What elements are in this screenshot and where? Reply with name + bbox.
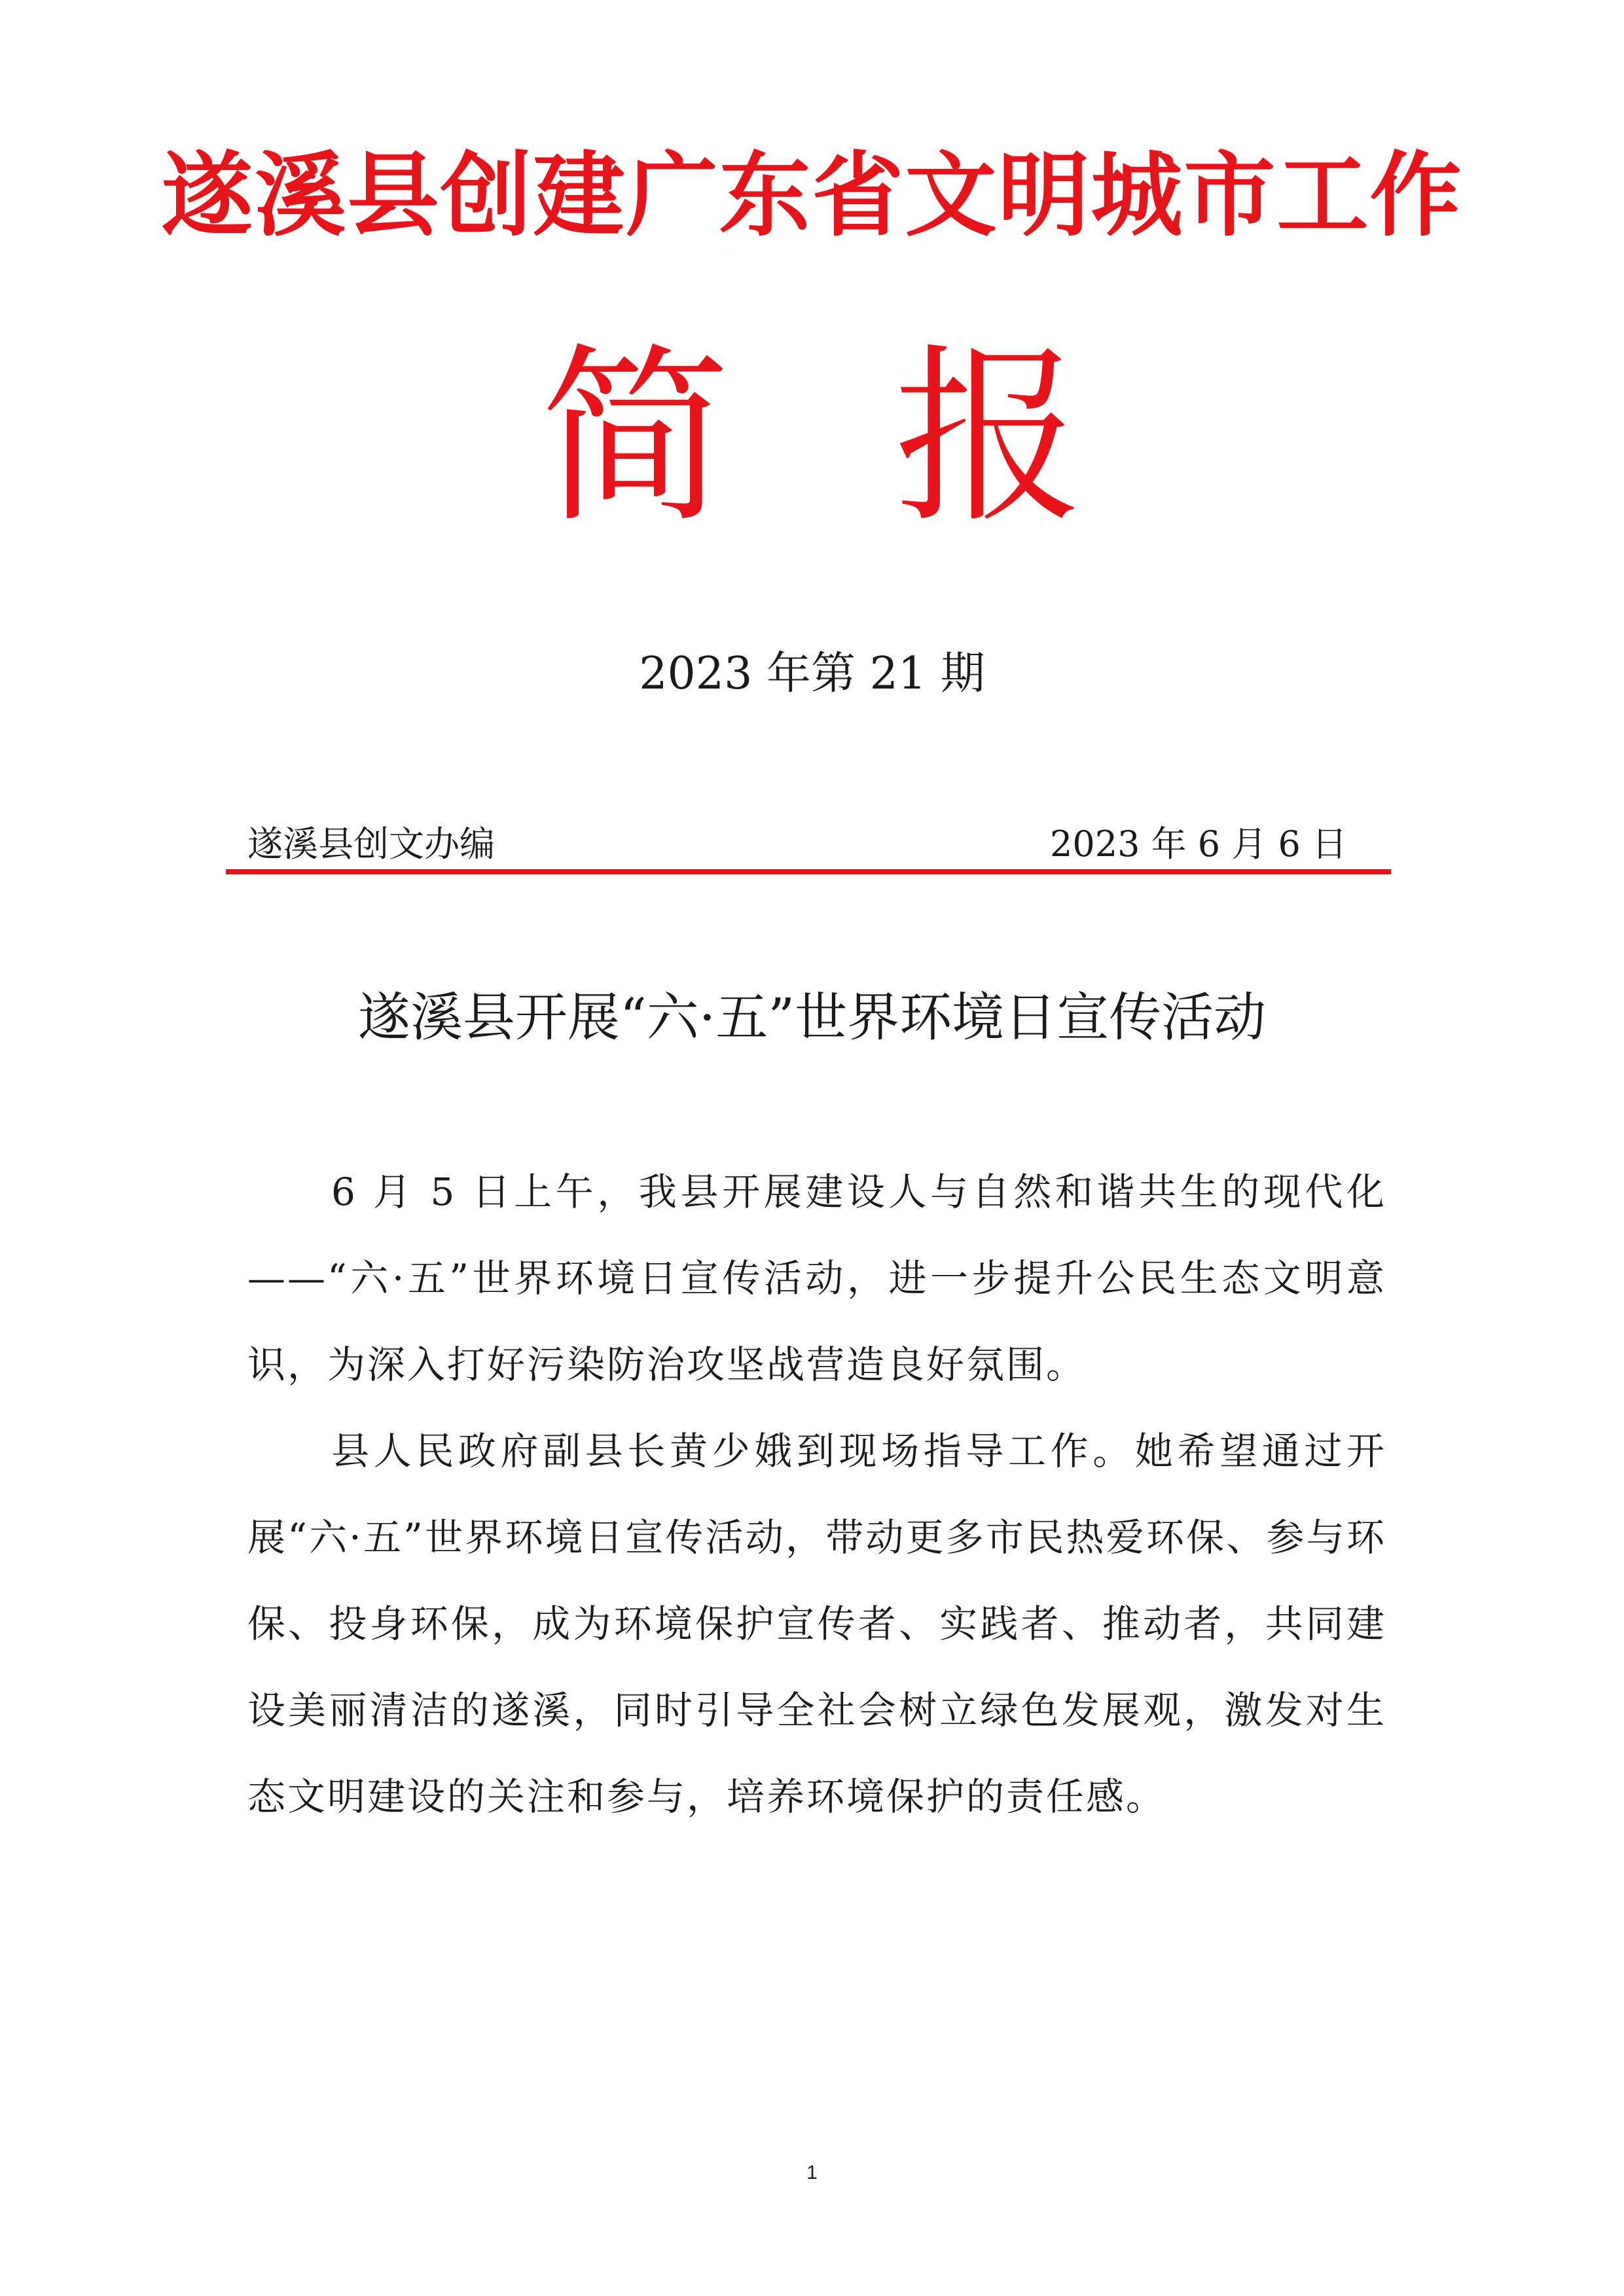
red-divider-rule [226,869,1391,874]
masthead-char-jian: 简 [540,328,731,548]
issue-date: 2023 年 6 月 6 日 [1050,823,1347,865]
masthead-briefing-heading [0,327,1624,550]
issue-number: 2023 年第 21 期 [639,648,985,700]
masthead-title: 遂溪县创建广东省文明城市工作 [161,143,1463,249]
article-paragraph: 6 月 5 日上午，我县开展建设人与自然和谐共生的现代化——“六·五”世界环境日宣传活动，进一步提升公民生态文明意识，为深入打好污染防治攻坚战营造良好氛围。 [247,1170,1386,1387]
article-title: 遂溪县开展“六·五”世界环境日宣传活动 [357,987,1267,1048]
masthead-char-bao: 报 [893,328,1084,548]
page-number: 1 [806,2162,818,2183]
article-paragraph: 县人民政府副县长黄少娥到现场指导工作。她希望通过开展“六·五”世界环境日宣传活动，带动更多市民热爱环保、参与环保、投身环保，成为环境保护宣传者、实践者、推动者，共同建设美丽清洁的遂溪，同时引导全社会树立绿色发展观，激发对生态文明建设的关注和参与，培养环境保护的责任感。 [247,1429,1386,1819]
meta-row [247,818,1347,870]
editor-label: 遂溪县创文办编 [247,823,495,865]
article-body [247,1149,1386,1840]
